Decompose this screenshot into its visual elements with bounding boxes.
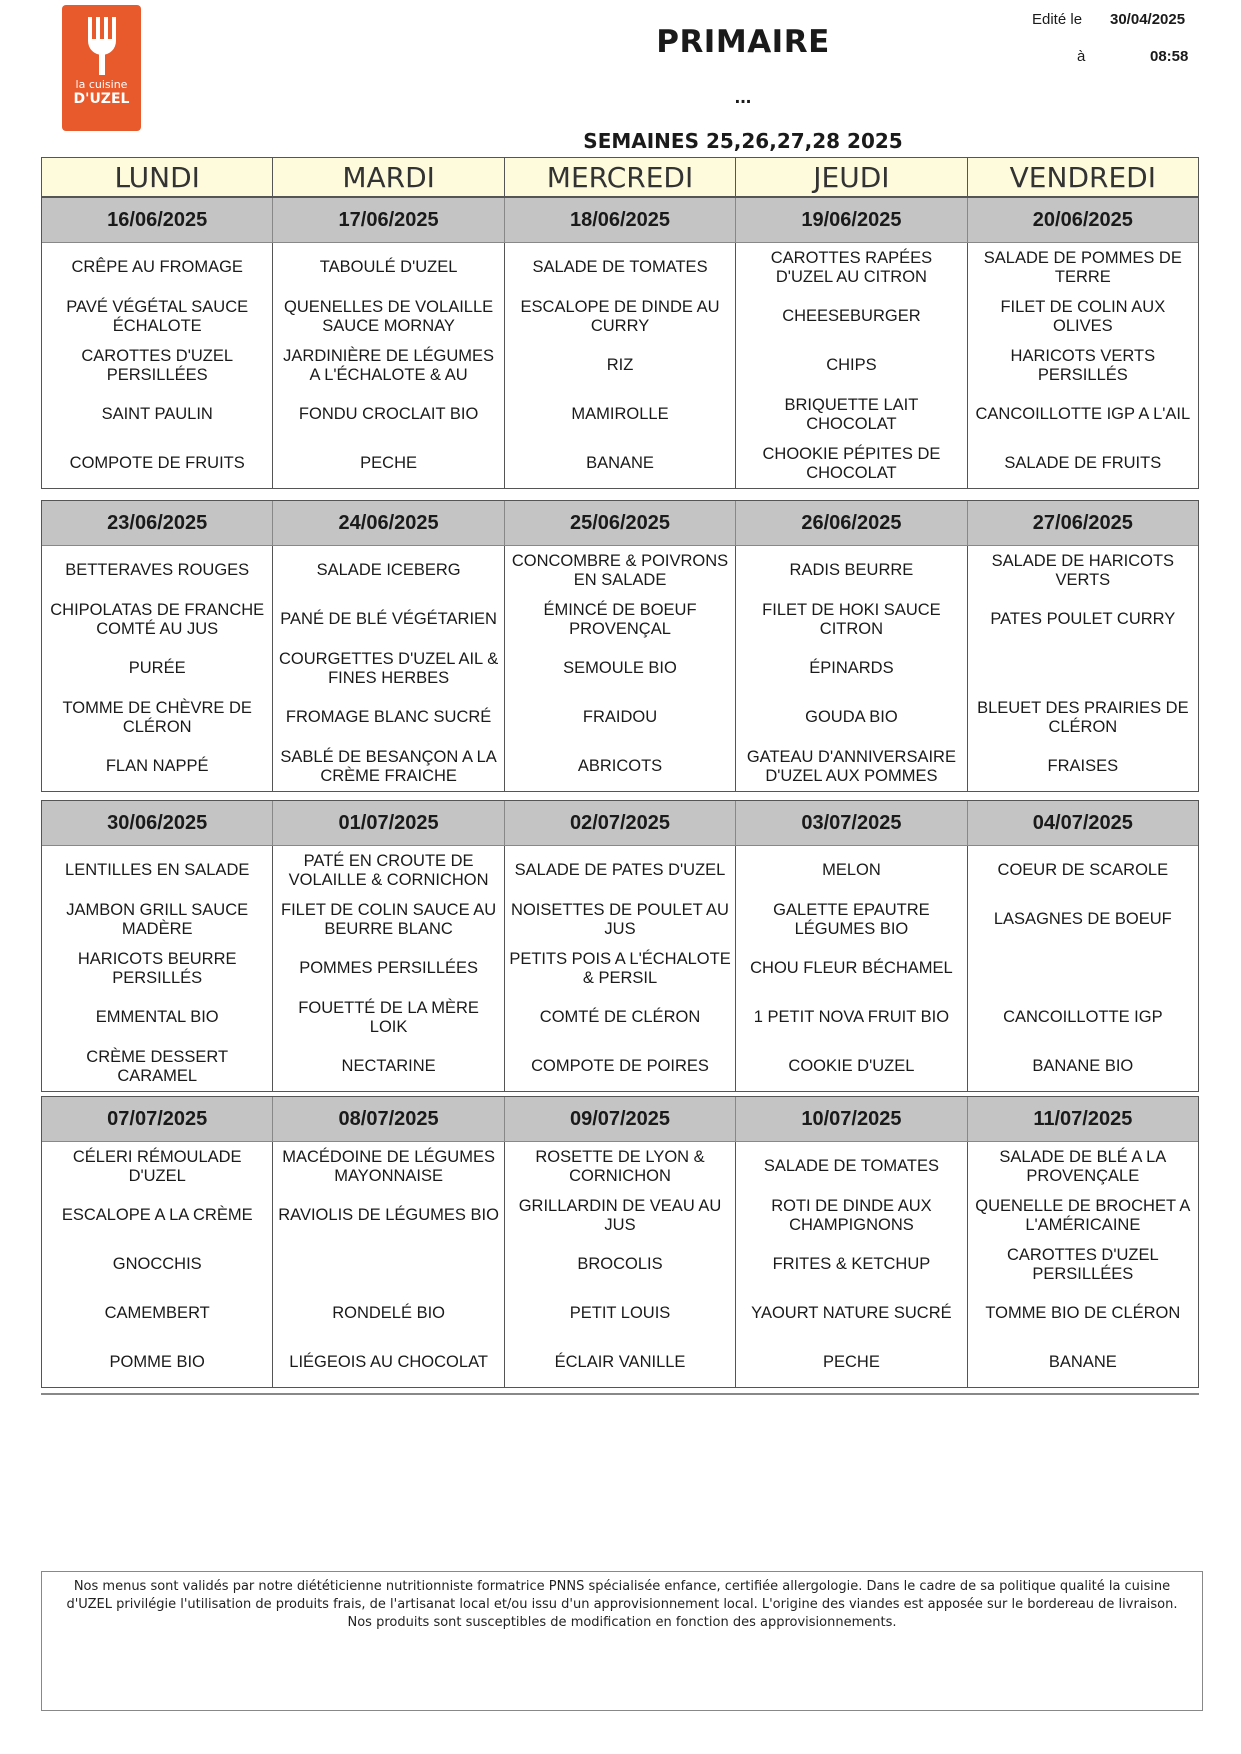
dish-item: SALADE DE FRUITS bbox=[1004, 454, 1162, 472]
day-menu bbox=[968, 243, 1198, 488]
dish-item: POMME BIO bbox=[109, 1353, 205, 1371]
dish-item: SALADE DE BLÉ A LA PROVENÇALE bbox=[999, 1147, 1167, 1185]
dish-item: SALADE DE PATES D'UZEL bbox=[514, 861, 726, 879]
dish-item: COMPOTE DE FRUITS bbox=[69, 454, 245, 472]
date-row bbox=[42, 1097, 1198, 1142]
dish-item: ABRICOTS bbox=[577, 757, 663, 775]
date-cell: 04/07/2025 bbox=[1032, 812, 1133, 834]
dish-item: POMMES PERSILLÉES bbox=[299, 959, 479, 977]
dish-item: CAROTTES RAPÉES D'UZEL AU CITRON bbox=[770, 248, 933, 286]
dish-item: SEMOULE BIO bbox=[563, 659, 677, 677]
menu-row bbox=[42, 846, 1198, 1091]
menu-row bbox=[42, 1142, 1198, 1387]
day-menu bbox=[42, 846, 273, 1091]
dish-item: PANÉ DE BLÉ VÉGÉTARIEN bbox=[280, 610, 497, 628]
day-tuesday: MARDI bbox=[273, 158, 504, 196]
date-cell: 30/06/2025 bbox=[42, 801, 273, 845]
edited-label: Edité le bbox=[1032, 11, 1083, 28]
dish-item: MACÉDOINE DE LÉGUMES MAYONNAISE bbox=[282, 1147, 495, 1185]
day-menu bbox=[273, 846, 504, 1091]
day-menu bbox=[736, 1142, 967, 1387]
edited-time: 08:58 bbox=[1150, 48, 1189, 65]
dish-item: PETITS POIS A L'ÉCHALOTE & PERSIL bbox=[509, 949, 731, 987]
fork-icon bbox=[82, 17, 122, 75]
dish-item: CONCOMBRE & POIVRONS EN SALADE bbox=[511, 551, 729, 589]
date-row bbox=[42, 801, 1198, 846]
logo-line2: D'UZEL bbox=[73, 91, 130, 107]
dish-item: LASAGNES DE BOEUF bbox=[993, 910, 1172, 928]
dish-item: SALADE DE POMMES DE TERRE bbox=[983, 248, 1182, 286]
dish-item: YAOURT NATURE SUCRÉ bbox=[751, 1304, 952, 1322]
dish-item: FILET DE COLIN AUX OLIVES bbox=[1000, 297, 1166, 335]
dish-item: CHOU FLEUR BÉCHAMEL bbox=[750, 959, 953, 977]
dish-item: FRITES & KETCHUP bbox=[772, 1255, 931, 1273]
dish-item: CRÊPE AU FROMAGE bbox=[71, 258, 243, 276]
dish-item: COURGETTES D'UZEL AIL & FINES HERBES bbox=[278, 649, 499, 687]
dish-item: CHIPOLATAS DE FRANCHE COMTÉ AU JUS bbox=[50, 600, 265, 638]
date-cell: 23/06/2025 bbox=[42, 501, 273, 545]
dish-item: ÉCLAIR VANILLE bbox=[554, 1353, 686, 1371]
dish-item: HARICOTS VERTS PERSILLÉS bbox=[1010, 346, 1156, 384]
dish-item: PAVÉ VÉGÉTAL SAUCE ÉCHALOTE bbox=[66, 297, 249, 335]
logo-line1: la cuisine bbox=[75, 78, 128, 91]
day-menu bbox=[736, 846, 967, 1091]
dish-item: COEUR DE SCAROLE bbox=[997, 861, 1169, 879]
dish-item: HARICOTS BEURRE PERSILLÉS bbox=[77, 949, 237, 987]
dish-item: JAMBON GRILL SAUCE MADÈRE bbox=[66, 900, 249, 938]
week-block bbox=[41, 1096, 1199, 1388]
dish-item: RIZ bbox=[606, 356, 634, 374]
dish-item: TOMME DE CHÈVRE DE CLÉRON bbox=[62, 698, 252, 736]
date-row bbox=[42, 501, 1198, 546]
dish-item: NOISETTES DE POULET AU JUS bbox=[511, 900, 729, 938]
week-block bbox=[41, 197, 1199, 489]
day-menu bbox=[736, 546, 967, 791]
dish-item: COOKIE D'UZEL bbox=[788, 1057, 915, 1075]
day-menu bbox=[968, 546, 1198, 791]
day-menu bbox=[273, 546, 504, 791]
dish-item: MAMIROLLE bbox=[571, 405, 669, 423]
dish-item: GOUDA BIO bbox=[805, 708, 898, 726]
day-menu bbox=[42, 243, 273, 488]
dish-item: GRILLARDIN DE VEAU AU JUS bbox=[518, 1196, 722, 1234]
dish-item: CHIPS bbox=[826, 356, 877, 374]
dish-item: PATÉ EN CROUTE DE VOLAILLE & CORNICHON bbox=[288, 851, 489, 889]
dish-item: SABLÉ DE BESANÇON A LA CRÈME FRAICHE bbox=[280, 747, 497, 785]
day-menu bbox=[42, 1142, 273, 1387]
dish-item: MELON bbox=[822, 861, 881, 879]
dish-item: RONDELÉ BIO bbox=[332, 1304, 445, 1322]
dish-item: GNOCCHIS bbox=[112, 1255, 202, 1273]
day-menu bbox=[736, 243, 967, 488]
footer-disclaimer: Nos menus sont validés par notre diététicienne nutritionniste formatrice PNNS spécialisée enfance, certifiée allergologie. Dans le cadre de sa politique qualité la cuisine d'UZEL privilégie l'utilisation de produits frais, de l'artisanat local et/ou issu d'un approvisionnement local. L'origine des viandes est apposée sur le bordereau de livraison. Nos produits sont susceptibles de modification en fonction des approvisionnements. bbox=[41, 1571, 1203, 1711]
dish-item: FRAIDOU bbox=[582, 708, 658, 726]
dish-item: CANCOILLOTTE IGP bbox=[1003, 1008, 1163, 1026]
date-cell: 19/06/2025 bbox=[736, 198, 967, 242]
date-cell: 20/06/2025 bbox=[1032, 209, 1133, 231]
dish-item: BANANE bbox=[586, 454, 654, 472]
dish-item: CAROTTES D'UZEL PERSILLÉES bbox=[1006, 1245, 1159, 1283]
dish-item: SALADE DE TOMATES bbox=[532, 258, 708, 276]
dish-item: LIÉGEOIS AU CHOCOLAT bbox=[289, 1353, 488, 1371]
dish-item: PECHE bbox=[360, 454, 418, 472]
dish-item: PETIT LOUIS bbox=[569, 1304, 671, 1322]
dish-item: COMPOTE DE POIRES bbox=[531, 1057, 709, 1075]
day-monday: LUNDI bbox=[42, 158, 273, 196]
dish-item: BANANE BIO bbox=[1032, 1057, 1134, 1075]
dish-item bbox=[968, 644, 1198, 693]
date-cell: 16/06/2025 bbox=[42, 198, 273, 242]
date-cell: 25/06/2025 bbox=[505, 501, 736, 545]
dish-item bbox=[273, 1240, 503, 1289]
day-menu bbox=[968, 846, 1198, 1091]
dish-item: ROSETTE DE LYON & CORNICHON bbox=[535, 1147, 705, 1185]
dish-item: EMMENTAL BIO bbox=[95, 1008, 219, 1026]
dish-item: QUENELLES DE VOLAILLE SAUCE MORNAY bbox=[284, 297, 494, 335]
dish-item: SALADE ICEBERG bbox=[316, 561, 461, 579]
weeks-label: SEMAINES 25,26,27,28 2025 bbox=[583, 129, 903, 153]
edited-date: 30/04/2025 bbox=[1110, 11, 1186, 28]
dish-item: TABOULÉ D'UZEL bbox=[319, 258, 458, 276]
date-cell: 27/06/2025 bbox=[1032, 512, 1133, 534]
dish-item: GATEAU D'ANNIVERSAIRE D'UZEL AUX POMMES bbox=[746, 747, 956, 785]
date-cell: 03/07/2025 bbox=[736, 801, 967, 845]
week-block bbox=[41, 800, 1199, 1092]
dish-item: PATES POULET CURRY bbox=[990, 610, 1176, 628]
dish-item: BETTERAVES ROUGES bbox=[65, 561, 250, 579]
subtitle-ellipsis: ... bbox=[734, 86, 752, 108]
day-wednesday: MERCREDI bbox=[505, 158, 736, 196]
dish-item: ESCALOPE A LA CRÈME bbox=[61, 1206, 253, 1224]
day-thursday: JEUDI bbox=[736, 158, 967, 196]
dish-item: CANCOILLOTTE IGP A L'AIL bbox=[975, 405, 1191, 423]
day-menu bbox=[273, 243, 504, 488]
date-cell: 10/07/2025 bbox=[736, 1097, 967, 1141]
week-block bbox=[41, 500, 1199, 792]
dish-item: RADIS BEURRE bbox=[789, 561, 914, 579]
divider bbox=[41, 1393, 1199, 1395]
dish-item: BANANE bbox=[1048, 1353, 1117, 1371]
day-friday: VENDREDI bbox=[1009, 161, 1156, 194]
date-cell: 01/07/2025 bbox=[273, 801, 504, 845]
menu-row bbox=[42, 243, 1198, 488]
dish-item: SALADE DE HARICOTS VERTS bbox=[991, 551, 1175, 589]
date-row bbox=[42, 198, 1198, 243]
dish-item: CAMEMBERT bbox=[104, 1304, 210, 1322]
day-menu bbox=[505, 546, 736, 791]
date-cell: 02/07/2025 bbox=[505, 801, 736, 845]
dish-item: ESCALOPE DE DINDE AU CURRY bbox=[520, 297, 720, 335]
dish-item: FILET DE HOKI SAUCE CITRON bbox=[762, 600, 941, 638]
at-label: à bbox=[1077, 48, 1086, 65]
dish-item: CRÈME DESSERT CARAMEL bbox=[86, 1047, 229, 1085]
day-menu bbox=[505, 846, 736, 1091]
day-menu bbox=[968, 1142, 1198, 1387]
dish-item: BROCOLIS bbox=[577, 1255, 663, 1273]
dish-item: SAINT PAULIN bbox=[101, 405, 213, 423]
dish-item: CÉLERI RÉMOULADE D'UZEL bbox=[72, 1147, 242, 1185]
dish-item: FLAN NAPPÉ bbox=[105, 757, 209, 775]
dish-item: SALADE DE TOMATES bbox=[763, 1157, 939, 1175]
date-cell: 26/06/2025 bbox=[736, 501, 967, 545]
cuisine-duzel-logo bbox=[62, 5, 141, 131]
date-cell: 09/07/2025 bbox=[505, 1097, 736, 1141]
weekday-header bbox=[41, 157, 1199, 197]
date-cell: 17/06/2025 bbox=[273, 198, 504, 242]
day-menu bbox=[42, 546, 273, 791]
dish-item: QUENELLE DE BROCHET A L'AMÉRICAINE bbox=[975, 1196, 1191, 1234]
dish-item: FROMAGE BLANC SUCRÉ bbox=[285, 708, 492, 726]
dish-item: BLEUET DES PRAIRIES DE CLÉRON bbox=[977, 698, 1189, 736]
dish-item: NECTARINE bbox=[341, 1057, 436, 1075]
page-title: PRIMAIRE bbox=[656, 24, 830, 60]
day-menu bbox=[273, 1142, 504, 1387]
day-menu bbox=[505, 243, 736, 488]
date-cell: 24/06/2025 bbox=[273, 501, 504, 545]
dish-item: BRIQUETTE LAIT CHOCOLAT bbox=[784, 395, 919, 433]
date-cell: 08/07/2025 bbox=[273, 1097, 504, 1141]
dish-item: JARDINIÈRE DE LÉGUMES A L'ÉCHALOTE & AU bbox=[283, 346, 495, 384]
dish-item: FOUETTÉ DE LA MÈRE LOIK bbox=[298, 998, 479, 1036]
dish-item: RAVIOLIS DE LÉGUMES BIO bbox=[278, 1206, 499, 1224]
menu-row bbox=[42, 546, 1198, 791]
dish-item: CHOOKIE PÉPITES DE CHOCOLAT bbox=[762, 444, 941, 482]
dish-item: COMTÉ DE CLÉRON bbox=[539, 1008, 701, 1026]
dish-item: FONDU CROCLAIT BIO bbox=[298, 405, 479, 423]
dish-item: LENTILLES EN SALADE bbox=[65, 861, 250, 879]
day-menu bbox=[505, 1142, 736, 1387]
dish-item: GALETTE EPAUTRE LÉGUMES BIO bbox=[773, 900, 930, 938]
dish-item: ÉPINARDS bbox=[809, 659, 894, 677]
dish-item bbox=[968, 944, 1198, 993]
dish-item: CHEESEBURGER bbox=[782, 307, 921, 325]
dish-item: TOMME BIO DE CLÉRON bbox=[985, 1304, 1181, 1322]
dish-item: FILET DE COLIN SAUCE AU BEURRE BLANC bbox=[281, 900, 497, 938]
dish-item: ÉMINCÉ DE BOEUF PROVENÇAL bbox=[543, 600, 697, 638]
date-cell: 11/07/2025 bbox=[1033, 1108, 1133, 1130]
dish-item: 1 PETIT NOVA FRUIT BIO bbox=[753, 1008, 950, 1026]
dish-item: ROTI DE DINDE AUX CHAMPIGNONS bbox=[771, 1196, 932, 1234]
dish-item: CAROTTES D'UZEL PERSILLÉES bbox=[81, 346, 234, 384]
dish-item: PURÉE bbox=[128, 659, 186, 677]
dish-item: FRAISES bbox=[1047, 757, 1119, 775]
dish-item: PECHE bbox=[822, 1353, 880, 1371]
date-cell: 07/07/2025 bbox=[42, 1097, 273, 1141]
date-cell: 18/06/2025 bbox=[505, 198, 736, 242]
